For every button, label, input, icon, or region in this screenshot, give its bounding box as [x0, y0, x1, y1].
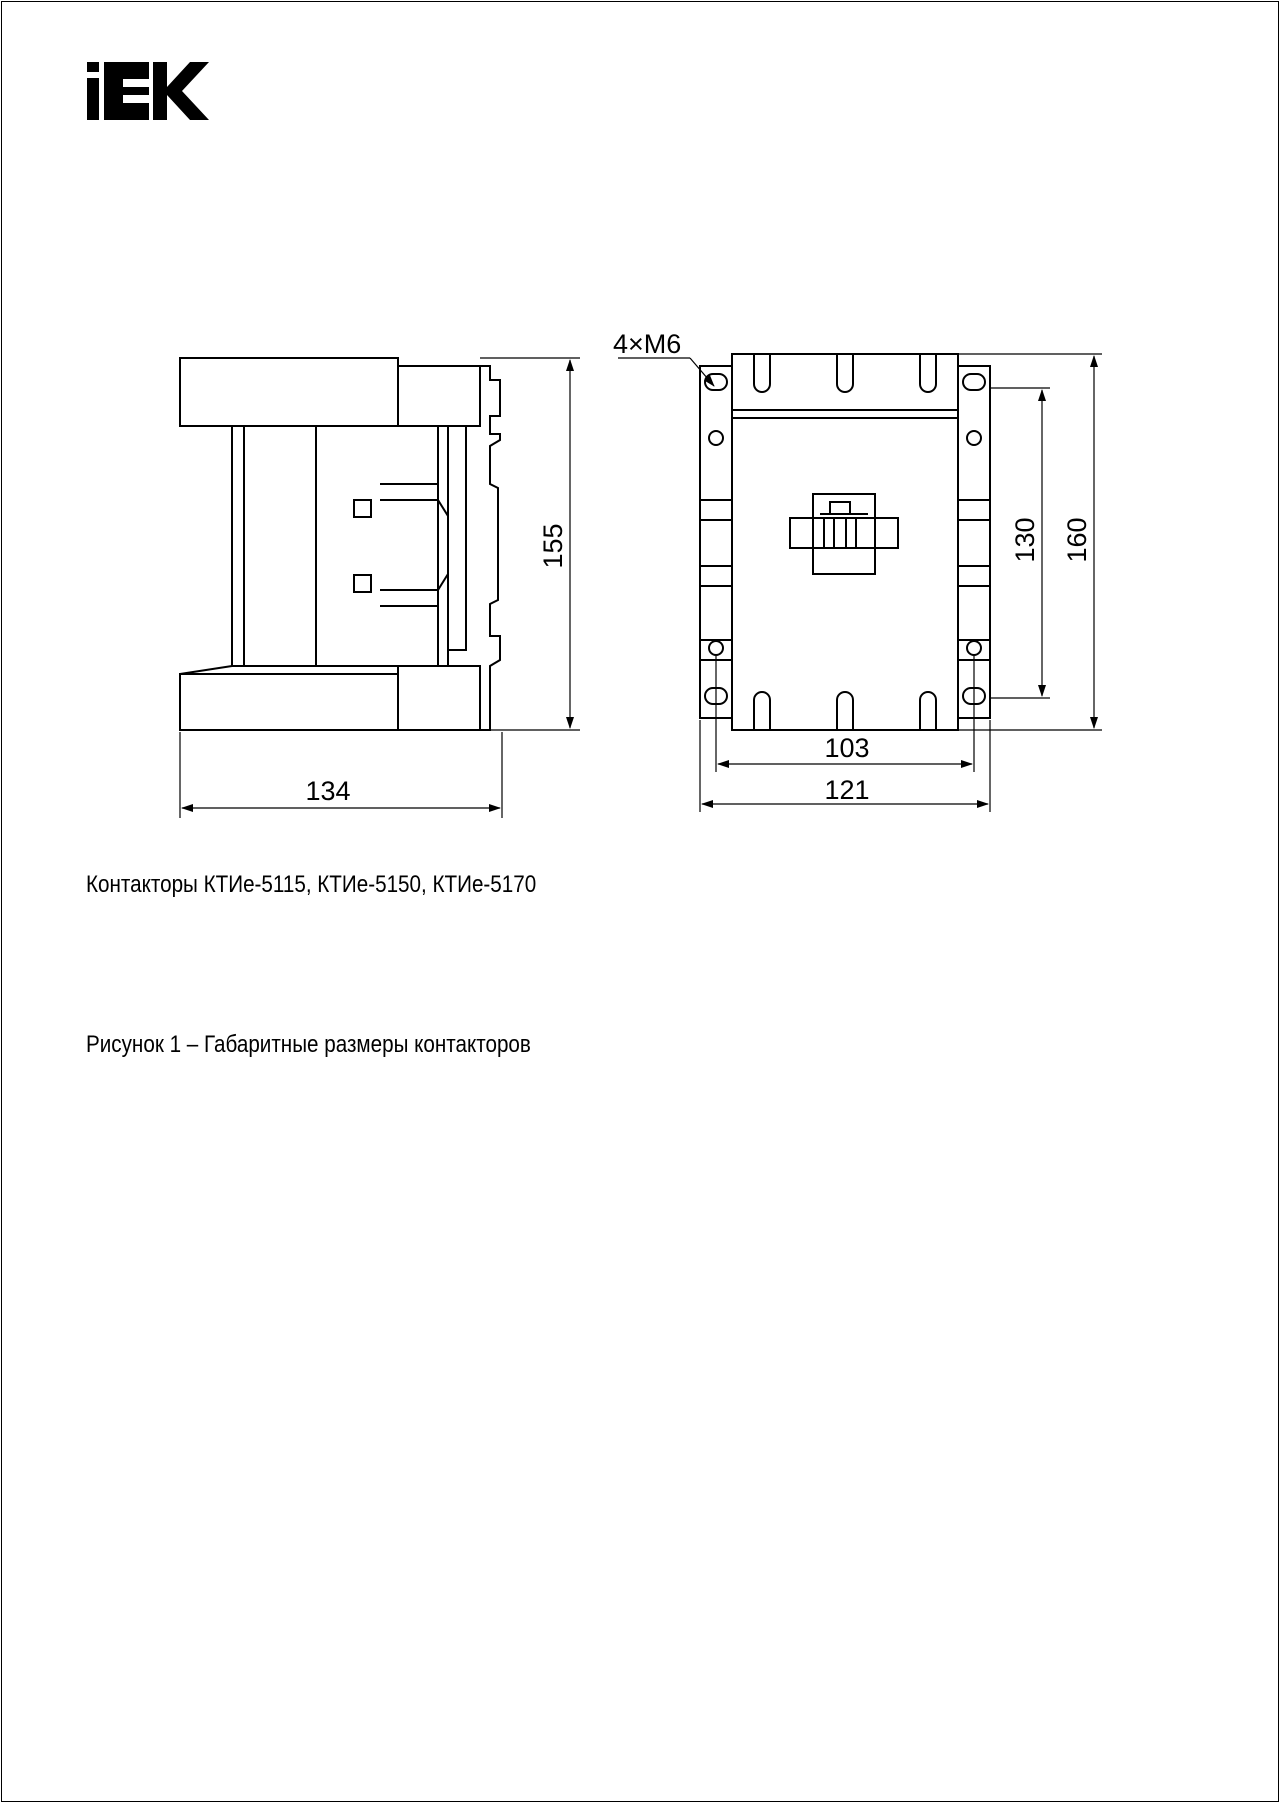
side-depth-label: 134 — [305, 776, 351, 806]
inner-width-label: 103 — [824, 733, 870, 763]
front-view — [700, 354, 990, 730]
mount-label: 4×М6 — [613, 329, 682, 359]
outer-height-label: 160 — [1062, 517, 1092, 563]
outer-width-label: 121 — [824, 775, 870, 805]
inner-height-label: 130 — [1010, 517, 1040, 563]
side-view — [180, 358, 500, 730]
models-caption: Контакторы КТИе-5115, КТИе-5150, КТИе-5170 — [86, 871, 537, 898]
figure-caption: Рисунок 1 – Габаритные размеры контакторов — [86, 1031, 531, 1058]
side-height-label: 155 — [538, 523, 568, 569]
